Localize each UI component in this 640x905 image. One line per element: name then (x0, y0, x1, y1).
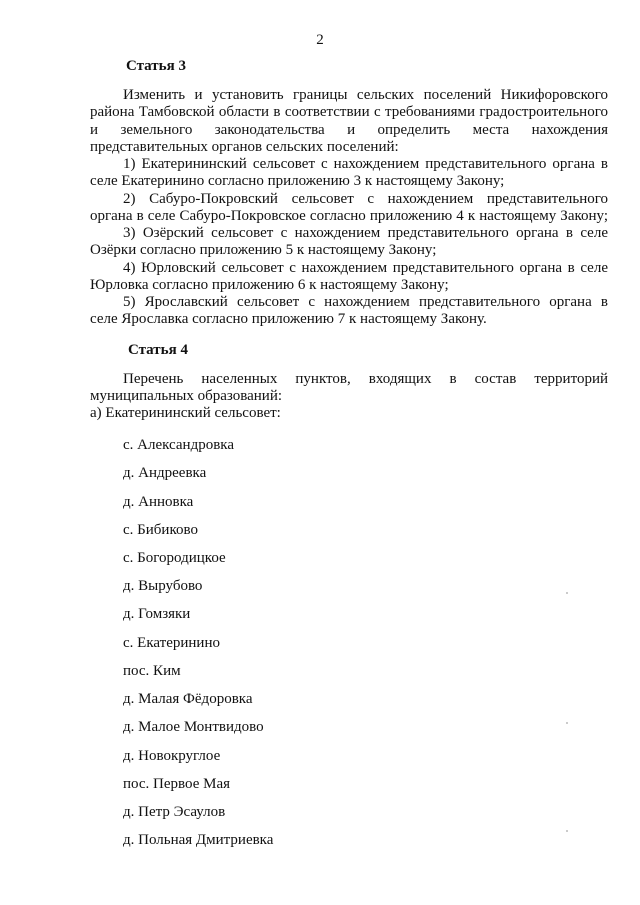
settlement-item: с. Екатеринино (123, 635, 220, 651)
article-3-line: селе Ярославка согласно приложению 7 к настоящему Закону. (90, 311, 487, 327)
page-number: 2 (316, 32, 324, 48)
scan-speck (566, 592, 568, 594)
settlement-item: д. Малое Монтвидово (123, 719, 264, 735)
settlement-item: с. Бибиково (123, 522, 198, 538)
article-3-line: Юрловка согласно приложению 6 к настоящему Закону; (90, 277, 449, 293)
article-3-line: и земельного законодательства и определить места нахождения (90, 122, 608, 138)
article-3-heading: Статья 3 (126, 58, 186, 74)
article-3-line: 2) Сабуро-Покровский сельсовет с нахождением представительного (123, 191, 608, 207)
settlement-item: д. Андреевка (123, 465, 207, 481)
article-3-line: района Тамбовской области в соответствии с требованиями градостроительного (90, 104, 608, 120)
settlement-item: пос. Первое Мая (123, 776, 231, 792)
article-4-line: Перечень населенных пунктов, входящих в состав территорий (123, 371, 608, 387)
article-3-line: 5) Ярославский сельсовет с нахождением представительного органа в (123, 294, 608, 310)
scan-speck (566, 722, 568, 724)
settlement-item: д. Новокруглое (123, 748, 221, 764)
settlement-item: с. Александровка (123, 437, 235, 453)
article-3-line: представительных органов сельских поселений: (90, 139, 399, 155)
settlement-item: д. Гомзяки (123, 606, 191, 622)
settlement-item: д. Польная Дмитриевка (123, 832, 274, 848)
settlement-item: д. Петр Эсаулов (123, 804, 226, 820)
article-3-line: Изменить и установить границы сельских поселений Никифоровского (123, 87, 608, 103)
article-3-line: селе Екатеринино согласно приложению 3 к настоящему Закону; (90, 173, 505, 189)
article-4-line: а) Екатерининский сельсовет: (90, 405, 281, 421)
article-4-line: муниципальных образований: (90, 388, 283, 404)
article-3-line: 3) Озёрский сельсовет с нахождением представительного органа в селе (123, 225, 608, 241)
article-4-heading: Статья 4 (128, 342, 188, 358)
article-3-line: Озёрки согласно приложению 5 к настоящему Закону; (90, 242, 437, 258)
scan-speck (566, 830, 568, 832)
settlement-item: д. Анновка (123, 494, 194, 510)
settlement-item: д. Вырубово (123, 578, 203, 594)
settlement-item: с. Богородицкое (123, 550, 226, 566)
article-3-line: 1) Екатерининский сельсовет с нахождением представительного органа в (123, 156, 608, 172)
article-3-line: органа в селе Сабуро-Покровское согласно приложению 4 к настоящему Закону; (90, 208, 608, 224)
settlement-item: пос. Ким (123, 663, 181, 679)
article-3-line: 4) Юрловский сельсовет с нахождением представительного органа в селе (123, 260, 608, 276)
settlement-item: д. Малая Фёдоровка (123, 691, 253, 707)
